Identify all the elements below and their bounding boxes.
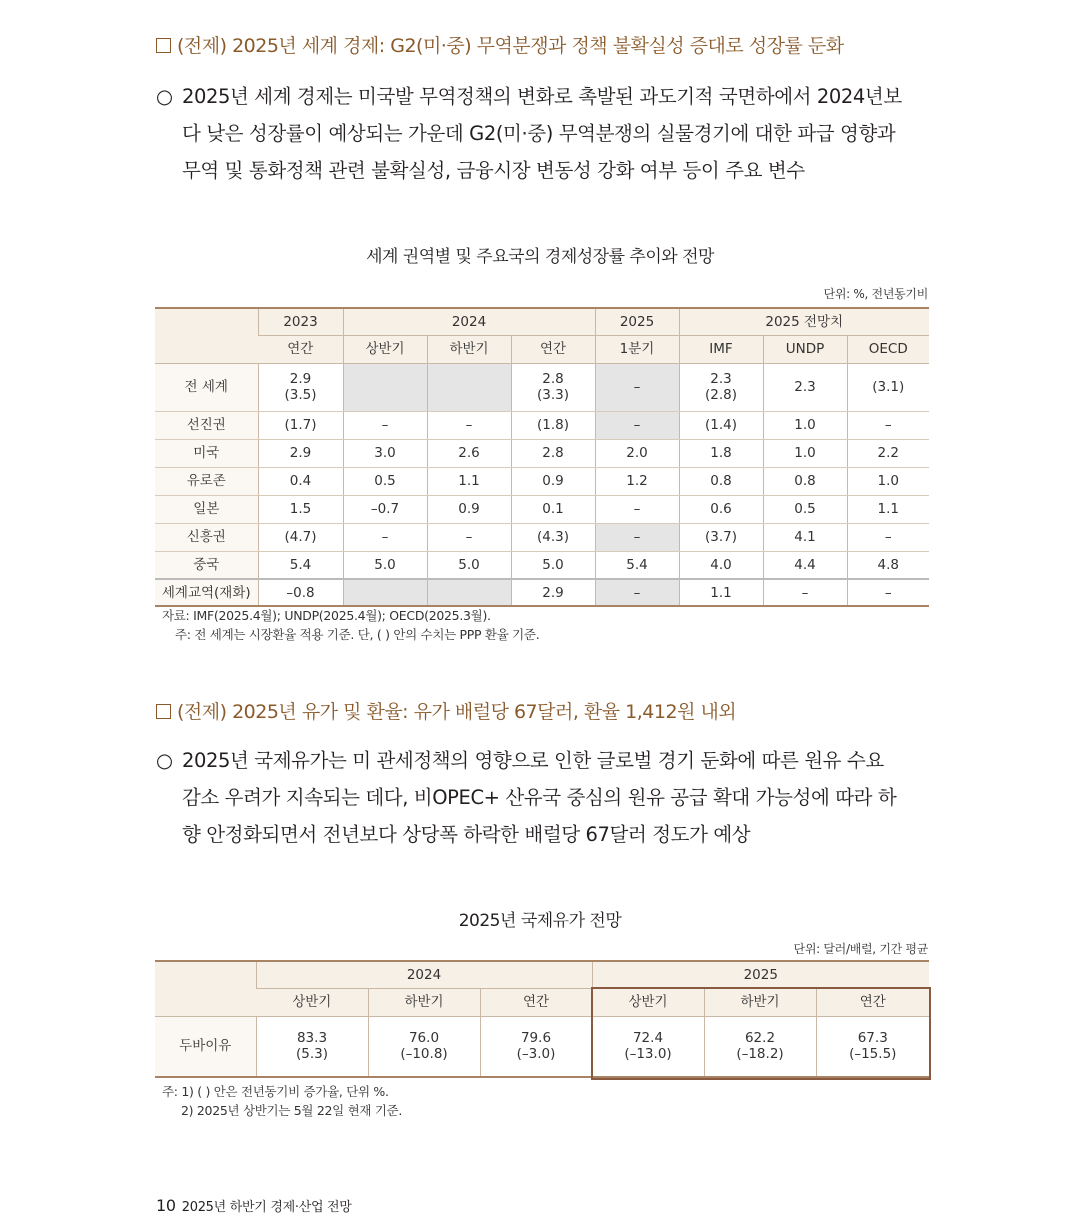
table-cell: 4.4: [763, 551, 847, 579]
column-group-header: 2025: [595, 308, 679, 335]
table1-unit: 단위: %, 전년동기비: [823, 287, 928, 301]
table-cell: (4.3): [511, 523, 595, 551]
row-label: 미국: [155, 439, 258, 467]
column-header: 연간: [816, 988, 929, 1016]
column-header: 상반기: [592, 988, 704, 1016]
table-cell: (1.4): [679, 411, 763, 439]
table-cell: 72.4 (–13.0): [592, 1016, 704, 1077]
column-group-header: 2025 전망치: [679, 308, 929, 335]
table-cell: 3.0: [343, 439, 427, 467]
column-group-header: 2024: [343, 308, 595, 335]
section1-paragraph: [156, 78, 928, 189]
table-cell: –: [847, 579, 929, 606]
column-header: 연간: [258, 335, 343, 363]
paragraph-line: 감소 우려가 지속되는 데다, 비OPEC+ 산유국 중심의 원유 공급 확대 가능성에 따라 하: [182, 786, 897, 809]
table2-footnote: 2) 2025년 상반기는 5월 22일 현재 기준.: [181, 1103, 403, 1118]
table-corner: [155, 308, 258, 363]
table-cell: –: [763, 579, 847, 606]
page-footer: [156, 1196, 352, 1215]
column-header: IMF: [679, 335, 763, 363]
row-label: 일본: [155, 495, 258, 523]
table-cell: 62.2 (–18.2): [704, 1016, 816, 1077]
row-label: 신흥권: [155, 523, 258, 551]
row-label: 세계교역(재화): [155, 579, 258, 606]
table-cell: 5.0: [427, 551, 511, 579]
table-cell: 0.6: [679, 495, 763, 523]
column-header: OECD: [847, 335, 929, 363]
table-cell: 0.4: [258, 467, 343, 495]
table-cell: 1.5: [258, 495, 343, 523]
table-cell: 1.1: [427, 467, 511, 495]
column-header: 1분기: [595, 335, 679, 363]
table-cell: 67.3 (–15.5): [816, 1016, 929, 1077]
table1-title: 세계 권역별 및 주요국의 경제성장률 추이와 전망: [366, 247, 714, 267]
column-header: 연간: [511, 335, 595, 363]
growth-table: [155, 307, 929, 607]
table-cell: [343, 363, 427, 411]
table-cell: 1.0: [847, 467, 929, 495]
table2-unit: 단위: 달러/배럴, 기간 평균: [793, 942, 928, 956]
table-cell: 2.9 (3.5): [258, 363, 343, 411]
column-header: 연간: [480, 988, 592, 1016]
table-cell: 0.8: [679, 467, 763, 495]
table-cell: 1.0: [763, 411, 847, 439]
table-cell: –: [427, 411, 511, 439]
table-row: [155, 467, 929, 495]
table-cell: –: [595, 411, 679, 439]
column-header: 상반기: [343, 335, 427, 363]
table-cell: 1.0: [763, 439, 847, 467]
table-cell: 0.5: [343, 467, 427, 495]
table-row: [155, 411, 929, 439]
checkbox-square-icon: [156, 38, 171, 53]
table-cell: 2.6: [427, 439, 511, 467]
oil-price-table: [155, 960, 929, 1078]
table-cell: [427, 579, 511, 606]
table-cell: 2.9: [258, 439, 343, 467]
column-group-header: 2023: [258, 308, 343, 335]
table-cell: 5.4: [595, 551, 679, 579]
table-cell: 0.8: [763, 467, 847, 495]
column-group-header: 2024: [256, 961, 592, 988]
table-cell: 2.2: [847, 439, 929, 467]
table-cell: –: [595, 363, 679, 411]
circle-bullet-icon: ○: [156, 749, 173, 772]
table-cell: 2.0: [595, 439, 679, 467]
table-cell: 1.2: [595, 467, 679, 495]
table-cell: (4.7): [258, 523, 343, 551]
table1-source-note: 자료: IMF(2025.4월); UNDP(2025.4월); OECD(2025.3월).: [162, 608, 491, 623]
table-row: [155, 363, 929, 411]
table-cell: 1.1: [679, 579, 763, 606]
table-cell: –: [427, 523, 511, 551]
table-cell: –: [343, 523, 427, 551]
paragraph-line: 2025년 세계 경제는 미국발 무역정책의 변화로 촉발된 과도기적 국면하에서 2024년보: [182, 85, 902, 108]
row-label: 전 세계: [155, 363, 258, 411]
table-row: [155, 523, 929, 551]
table-cell: 2.8: [511, 439, 595, 467]
table-row: [155, 1016, 929, 1077]
table-cell: 5.0: [511, 551, 595, 579]
checkbox-square-icon: [156, 704, 171, 719]
table-cell: 2.9: [511, 579, 595, 606]
table-cell: 1.1: [847, 495, 929, 523]
table-cell: 4.0: [679, 551, 763, 579]
page-number: 10: [156, 1196, 176, 1215]
column-header: 하반기: [704, 988, 816, 1016]
table-cell: 5.4: [258, 551, 343, 579]
column-header: 하반기: [368, 988, 480, 1016]
table-cell: –: [595, 495, 679, 523]
table-cell: 76.0 (–10.8): [368, 1016, 480, 1077]
table-cell: –: [847, 411, 929, 439]
column-header: 하반기: [427, 335, 511, 363]
table-cell: (3.1): [847, 363, 929, 411]
table-cell: (1.8): [511, 411, 595, 439]
row-label: 유로존: [155, 467, 258, 495]
table-cell: [427, 363, 511, 411]
table-cell: 83.3 (5.3): [256, 1016, 368, 1077]
paragraph-line: 2025년 국제유가는 미 관세정책의 영향으로 인한 글로벌 경기 둔화에 따른 원유 수요: [182, 749, 884, 772]
table-cell: 1.8: [679, 439, 763, 467]
footer-title: 2025년 하반기 경제·산업 전망: [181, 1200, 352, 1215]
table-cell: 79.6 (–3.0): [480, 1016, 592, 1077]
table2-footnote: 주: 1) ( ) 안은 전년동기비 증가율, 단위 %.: [162, 1084, 389, 1099]
table-cell: –0.7: [343, 495, 427, 523]
column-group-header: 2025: [592, 961, 929, 988]
row-label: 두바이유: [155, 1016, 256, 1077]
table-cell: 2.3 (2.8): [679, 363, 763, 411]
paragraph-line: 다 낮은 성장률이 예상되는 가운데 G2(미·중) 무역분쟁의 실물경기에 대한 파급 영향과: [182, 122, 896, 145]
column-header: 상반기: [256, 988, 368, 1016]
table-row: [155, 495, 929, 523]
table-cell: –: [847, 523, 929, 551]
table-cell: –: [343, 411, 427, 439]
section1-heading: [156, 31, 844, 58]
table-cell: 4.8: [847, 551, 929, 579]
column-header: UNDP: [763, 335, 847, 363]
table-row: [155, 579, 929, 606]
table-cell: 0.1: [511, 495, 595, 523]
section2-heading: [156, 697, 736, 724]
table-cell: 0.5: [763, 495, 847, 523]
table-cell: 2.8 (3.3): [511, 363, 595, 411]
table1-footnote: 주: 전 세계는 시장환율 적용 기준. 단, ( ) 안의 수치는 PPP 환율 기준.: [175, 627, 540, 642]
table-row: [155, 551, 929, 579]
table-cell: [343, 579, 427, 606]
paragraph-line: 향 안정화되면서 전년보다 상당폭 하락한 배럴당 67달러 정도가 예상: [182, 823, 751, 846]
row-label: 선진권: [155, 411, 258, 439]
table-cell: –: [595, 579, 679, 606]
table-cell: 5.0: [343, 551, 427, 579]
table-cell: (1.7): [258, 411, 343, 439]
table2-title: 2025년 국제유가 전망: [458, 911, 622, 931]
table-corner: [155, 961, 256, 1016]
table-cell: –0.8: [258, 579, 343, 606]
paragraph-line: 무역 및 통화정책 관련 불확실성, 금융시장 변동성 강화 여부 등이 주요 변수: [182, 159, 805, 182]
circle-bullet-icon: ○: [156, 85, 173, 108]
row-label: 중국: [155, 551, 258, 579]
table-cell: (3.7): [679, 523, 763, 551]
table-cell: 0.9: [427, 495, 511, 523]
table-row: [155, 439, 929, 467]
section2-heading-text: (전제) 2025년 유가 및 환율: 유가 배럴당 67달러, 환율 1,412원 내외: [177, 701, 737, 723]
table-cell: –: [595, 523, 679, 551]
table-cell: 4.1: [763, 523, 847, 551]
table-cell: 2.3: [763, 363, 847, 411]
section2-paragraph: [156, 742, 928, 853]
table-cell: 0.9: [511, 467, 595, 495]
section1-heading-text: (전제) 2025년 세계 경제: G2(미·중) 무역분쟁과 정책 불확실성 증대로 성장률 둔화: [177, 35, 844, 57]
